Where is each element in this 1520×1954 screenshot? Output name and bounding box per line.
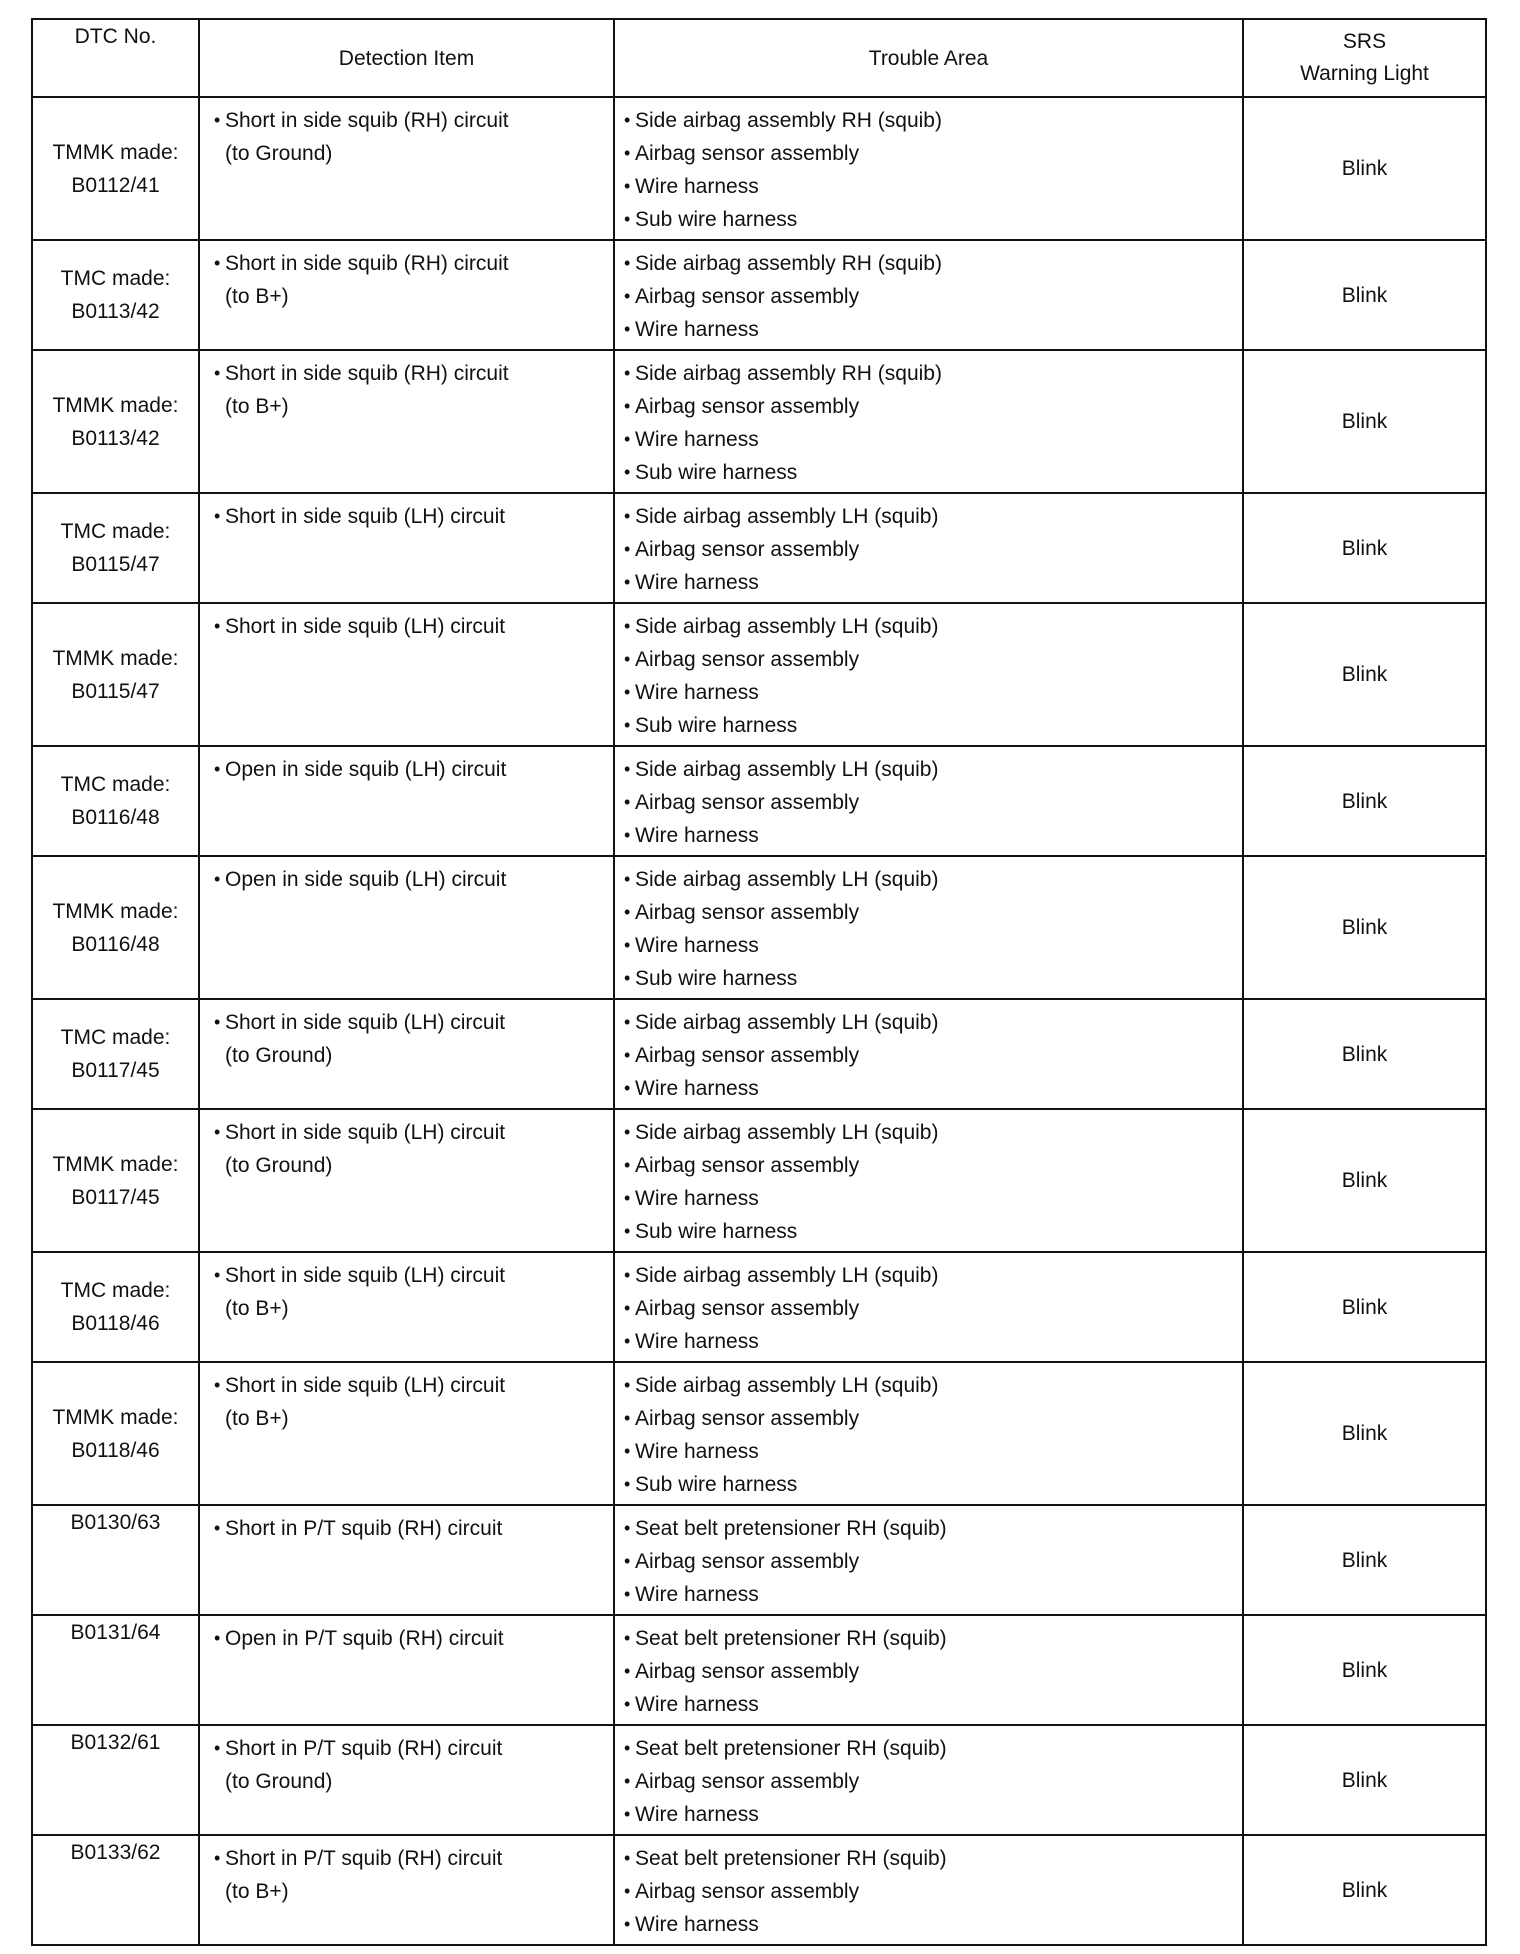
dtc-no-line: B0132/61 xyxy=(70,1731,161,1754)
detection-item-qualifier: (to Ground) xyxy=(225,1154,333,1177)
trouble-area-item: • Wire harness xyxy=(624,1908,1242,1941)
header-srs-line1: SRS xyxy=(1342,30,1387,53)
dtc-no-cell xyxy=(32,240,199,350)
trouble-area-item: • Side airbag assembly LH (squib) xyxy=(624,500,1242,533)
detection-item-qualifier: (to Ground) xyxy=(225,1044,333,1067)
header-detection-item: Detection Item xyxy=(199,19,614,97)
trouble-area-item: • Airbag sensor assembly xyxy=(624,1655,1242,1688)
table-row xyxy=(32,1252,1486,1362)
detection-item-text: • Open in side squib (LH) circuit xyxy=(214,863,613,896)
detection-item-cell xyxy=(199,240,614,350)
detection-item-text: • Short in side squib (LH) circuit xyxy=(214,1116,613,1149)
detection-item-text: • Short in side squib (RH) circuit xyxy=(214,247,613,280)
trouble-area-item: • Seat belt pretensioner RH (squib) xyxy=(624,1732,1242,1765)
dtc-no-cell xyxy=(32,493,199,603)
detection-item-cell xyxy=(199,1725,614,1835)
dtc-no-line: B0113/42 xyxy=(71,426,160,450)
trouble-area-item: • Side airbag assembly LH (squib) xyxy=(624,1116,1242,1149)
srs-warning-light-cell: Blink xyxy=(1243,1109,1486,1252)
trouble-area-item: • Airbag sensor assembly xyxy=(624,643,1242,676)
detection-item-cell xyxy=(199,1615,614,1725)
trouble-area-item: • Airbag sensor assembly xyxy=(624,1765,1242,1798)
table-row xyxy=(32,1835,1486,1945)
dtc-table xyxy=(31,18,1487,1946)
trouble-area-cell xyxy=(614,603,1243,746)
srs-warning-light-cell: Blink xyxy=(1243,1725,1486,1835)
trouble-area-item: • Airbag sensor assembly xyxy=(624,896,1242,929)
dtc-no-line: TMC made: xyxy=(60,1279,171,1302)
detection-item-text: • Short in side squib (LH) circuit xyxy=(214,610,613,643)
detection-item-cell xyxy=(199,999,614,1109)
dtc-no-line: TMC made: xyxy=(60,267,171,290)
dtc-no-line: B0115/47 xyxy=(71,679,160,703)
trouble-area-cell xyxy=(614,1362,1243,1505)
dtc-no-cell xyxy=(32,603,199,746)
trouble-area-item: • Side airbag assembly RH (squib) xyxy=(624,357,1242,390)
detection-item-cell xyxy=(199,1109,614,1252)
trouble-area-cell xyxy=(614,746,1243,856)
trouble-area-item: • Wire harness xyxy=(624,1072,1242,1105)
detection-item-text: • Short in P/T squib (RH) circuit xyxy=(214,1512,613,1545)
trouble-area-cell xyxy=(614,1835,1243,1945)
header-srs-warning-light xyxy=(1243,19,1486,97)
trouble-area-item: • Wire harness xyxy=(624,423,1242,456)
detection-item-cell xyxy=(199,1505,614,1615)
dtc-no-line: B0130/63 xyxy=(70,1511,161,1534)
table-row xyxy=(32,746,1486,856)
trouble-area-item: • Airbag sensor assembly xyxy=(624,1875,1242,1908)
table-body xyxy=(32,97,1486,1945)
dtc-no-line: B0116/48 xyxy=(71,932,160,956)
trouble-area-item: • Side airbag assembly LH (squib) xyxy=(624,1006,1242,1039)
srs-warning-light-cell: Blink xyxy=(1243,999,1486,1109)
dtc-no-line: B0131/64 xyxy=(70,1621,161,1644)
srs-warning-light-cell: Blink xyxy=(1243,856,1486,999)
table-row xyxy=(32,1362,1486,1505)
dtc-no-line: B0112/41 xyxy=(71,173,160,197)
srs-warning-light-cell: Blink xyxy=(1243,240,1486,350)
trouble-area-item: • Wire harness xyxy=(624,566,1242,599)
dtc-no-line: TMMK made: xyxy=(52,393,179,417)
detection-item-qualifier: (to B+) xyxy=(225,1880,289,1903)
dtc-no-line: B0118/46 xyxy=(71,1438,160,1462)
dtc-no-cell xyxy=(32,856,199,999)
trouble-area-cell xyxy=(614,1252,1243,1362)
detection-item-cell xyxy=(199,1835,614,1945)
detection-item-cell xyxy=(199,97,614,240)
dtc-no-cell xyxy=(32,1725,199,1835)
trouble-area-item: • Sub wire harness xyxy=(624,1468,1242,1501)
dtc-no-cell xyxy=(32,1835,199,1945)
table-row xyxy=(32,999,1486,1109)
srs-warning-light-cell: Blink xyxy=(1243,1362,1486,1505)
trouble-area-item: • Side airbag assembly LH (squib) xyxy=(624,610,1242,643)
detection-item-qualifier: (to B+) xyxy=(225,395,289,418)
trouble-area-item: • Side airbag assembly LH (squib) xyxy=(624,753,1242,786)
detection-item-qualifier: (to B+) xyxy=(225,1297,289,1320)
trouble-area-item: • Wire harness xyxy=(624,1182,1242,1215)
trouble-area-cell xyxy=(614,1725,1243,1835)
trouble-area-item: • Sub wire harness xyxy=(624,962,1242,995)
dtc-no-cell xyxy=(32,1109,199,1252)
trouble-area-item: • Wire harness xyxy=(624,929,1242,962)
dtc-no-line: TMMK made: xyxy=(52,899,179,923)
trouble-area-item: • Wire harness xyxy=(624,819,1242,852)
trouble-area-item: • Sub wire harness xyxy=(624,709,1242,742)
trouble-area-item: • Airbag sensor assembly xyxy=(624,1402,1242,1435)
trouble-area-item: • Side airbag assembly LH (squib) xyxy=(624,1259,1242,1292)
trouble-area-item: • Side airbag assembly RH (squib) xyxy=(624,104,1242,137)
trouble-area-cell xyxy=(614,493,1243,603)
dtc-no-cell xyxy=(32,1615,199,1725)
detection-item-text: • Open in P/T squib (RH) circuit xyxy=(214,1622,613,1655)
srs-warning-light-cell: Blink xyxy=(1243,1615,1486,1725)
dtc-no-cell xyxy=(32,1505,199,1615)
trouble-area-item: • Sub wire harness xyxy=(624,456,1242,489)
trouble-area-cell xyxy=(614,999,1243,1109)
detection-item-text: • Short in side squib (LH) circuit xyxy=(214,500,613,533)
detection-item-text: • Short in side squib (LH) circuit xyxy=(214,1259,613,1292)
detection-item-cell xyxy=(199,493,614,603)
trouble-area-item: • Wire harness xyxy=(624,1578,1242,1611)
table-row xyxy=(32,1615,1486,1725)
trouble-area-item: • Airbag sensor assembly xyxy=(624,280,1242,313)
dtc-no-line: TMMK made: xyxy=(52,140,179,164)
table-row xyxy=(32,97,1486,240)
dtc-no-line: B0115/47 xyxy=(71,553,160,576)
detection-item-qualifier: (to Ground) xyxy=(225,1770,333,1793)
dtc-no-line: B0113/42 xyxy=(71,300,160,323)
dtc-no-line: B0118/46 xyxy=(71,1312,160,1335)
trouble-area-item: • Wire harness xyxy=(624,676,1242,709)
detection-item-text: • Short in P/T squib (RH) circuit xyxy=(214,1732,613,1765)
table-row xyxy=(32,240,1486,350)
dtc-no-line: B0133/62 xyxy=(70,1841,161,1864)
detection-item-cell xyxy=(199,856,614,999)
trouble-area-cell xyxy=(614,240,1243,350)
trouble-area-item: • Side airbag assembly RH (squib) xyxy=(624,247,1242,280)
detection-item-text: • Short in side squib (RH) circuit xyxy=(214,104,613,137)
detection-item-cell xyxy=(199,603,614,746)
trouble-area-item: • Wire harness xyxy=(624,313,1242,346)
header-trouble-area: Trouble Area xyxy=(614,19,1243,97)
header-dtc-no: DTC No. xyxy=(32,19,199,97)
srs-warning-light-cell: Blink xyxy=(1243,97,1486,240)
trouble-area-item: • Side airbag assembly LH (squib) xyxy=(624,863,1242,896)
trouble-area-cell xyxy=(614,97,1243,240)
dtc-no-line: TMC made: xyxy=(60,1026,171,1049)
table-row xyxy=(32,1109,1486,1252)
header-row xyxy=(32,19,1486,97)
table-row xyxy=(32,856,1486,999)
dtc-no-line: TMC made: xyxy=(60,520,171,543)
trouble-area-cell xyxy=(614,1615,1243,1725)
trouble-area-item: • Airbag sensor assembly xyxy=(624,786,1242,819)
dtc-no-line: B0117/45 xyxy=(71,1059,160,1082)
dtc-no-cell xyxy=(32,350,199,493)
srs-warning-light-cell: Blink xyxy=(1243,603,1486,746)
detection-item-text: • Open in side squib (LH) circuit xyxy=(214,753,613,786)
detection-item-cell xyxy=(199,1362,614,1505)
srs-warning-light-cell: Blink xyxy=(1243,493,1486,603)
dtc-no-line: TMMK made: xyxy=(52,646,179,670)
trouble-area-item: • Seat belt pretensioner RH (squib) xyxy=(624,1512,1242,1545)
trouble-area-item: • Airbag sensor assembly xyxy=(624,1292,1242,1325)
detection-item-cell xyxy=(199,1252,614,1362)
trouble-area-item: • Wire harness xyxy=(624,1435,1242,1468)
table-row xyxy=(32,493,1486,603)
trouble-area-item: • Airbag sensor assembly xyxy=(624,1039,1242,1072)
detection-item-qualifier: (to B+) xyxy=(225,1407,289,1430)
detection-item-text: • Short in side squib (LH) circuit xyxy=(214,1006,613,1039)
detection-item-text: • Short in side squib (RH) circuit xyxy=(214,357,613,390)
trouble-area-item: • Airbag sensor assembly xyxy=(624,1149,1242,1182)
dtc-no-cell xyxy=(32,1252,199,1362)
trouble-area-cell xyxy=(614,1109,1243,1252)
trouble-area-item: • Wire harness xyxy=(624,1798,1242,1831)
trouble-area-item: • Seat belt pretensioner RH (squib) xyxy=(624,1842,1242,1875)
detection-item-text: • Short in P/T squib (RH) circuit xyxy=(214,1842,613,1875)
detection-item-qualifier: (to B+) xyxy=(225,285,289,308)
srs-warning-light-cell: Blink xyxy=(1243,1252,1486,1362)
trouble-area-item: • Airbag sensor assembly xyxy=(624,533,1242,566)
table-row xyxy=(32,603,1486,746)
dtc-no-cell xyxy=(32,1362,199,1505)
dtc-no-line: TMMK made: xyxy=(52,1152,179,1176)
trouble-area-item: • Sub wire harness xyxy=(624,1215,1242,1248)
trouble-area-item: • Airbag sensor assembly xyxy=(624,390,1242,423)
trouble-area-item: • Wire harness xyxy=(624,1688,1242,1721)
srs-warning-light-cell: Blink xyxy=(1243,1505,1486,1615)
trouble-area-item: • Sub wire harness xyxy=(624,203,1242,236)
table-row xyxy=(32,350,1486,493)
trouble-area-item: • Airbag sensor assembly xyxy=(624,137,1242,170)
trouble-area-item: • Airbag sensor assembly xyxy=(624,1545,1242,1578)
detection-item-cell xyxy=(199,746,614,856)
trouble-area-cell xyxy=(614,350,1243,493)
detection-item-cell xyxy=(199,350,614,493)
srs-warning-light-cell: Blink xyxy=(1243,746,1486,856)
dtc-no-cell xyxy=(32,746,199,856)
trouble-area-item: • Seat belt pretensioner RH (squib) xyxy=(624,1622,1242,1655)
trouble-area-cell xyxy=(614,1505,1243,1615)
srs-warning-light-cell: Blink xyxy=(1243,1835,1486,1945)
dtc-no-line: B0117/45 xyxy=(71,1185,160,1209)
trouble-area-item: • Side airbag assembly LH (squib) xyxy=(624,1369,1242,1402)
table-row xyxy=(32,1725,1486,1835)
header-srs-line2: Warning Light xyxy=(1300,62,1429,85)
trouble-area-item: • Wire harness xyxy=(624,1325,1242,1358)
trouble-area-item: • Wire harness xyxy=(624,170,1242,203)
dtc-no-cell xyxy=(32,999,199,1109)
srs-warning-light-cell: Blink xyxy=(1243,350,1486,493)
dtc-no-line: TMMK made: xyxy=(52,1405,179,1429)
dtc-no-line: B0116/48 xyxy=(71,806,160,829)
trouble-area-cell xyxy=(614,856,1243,999)
table-row xyxy=(32,1505,1486,1615)
dtc-no-cell xyxy=(32,97,199,240)
detection-item-text: • Short in side squib (LH) circuit xyxy=(214,1369,613,1402)
dtc-no-line: TMC made: xyxy=(60,773,171,796)
detection-item-qualifier: (to Ground) xyxy=(225,142,333,165)
